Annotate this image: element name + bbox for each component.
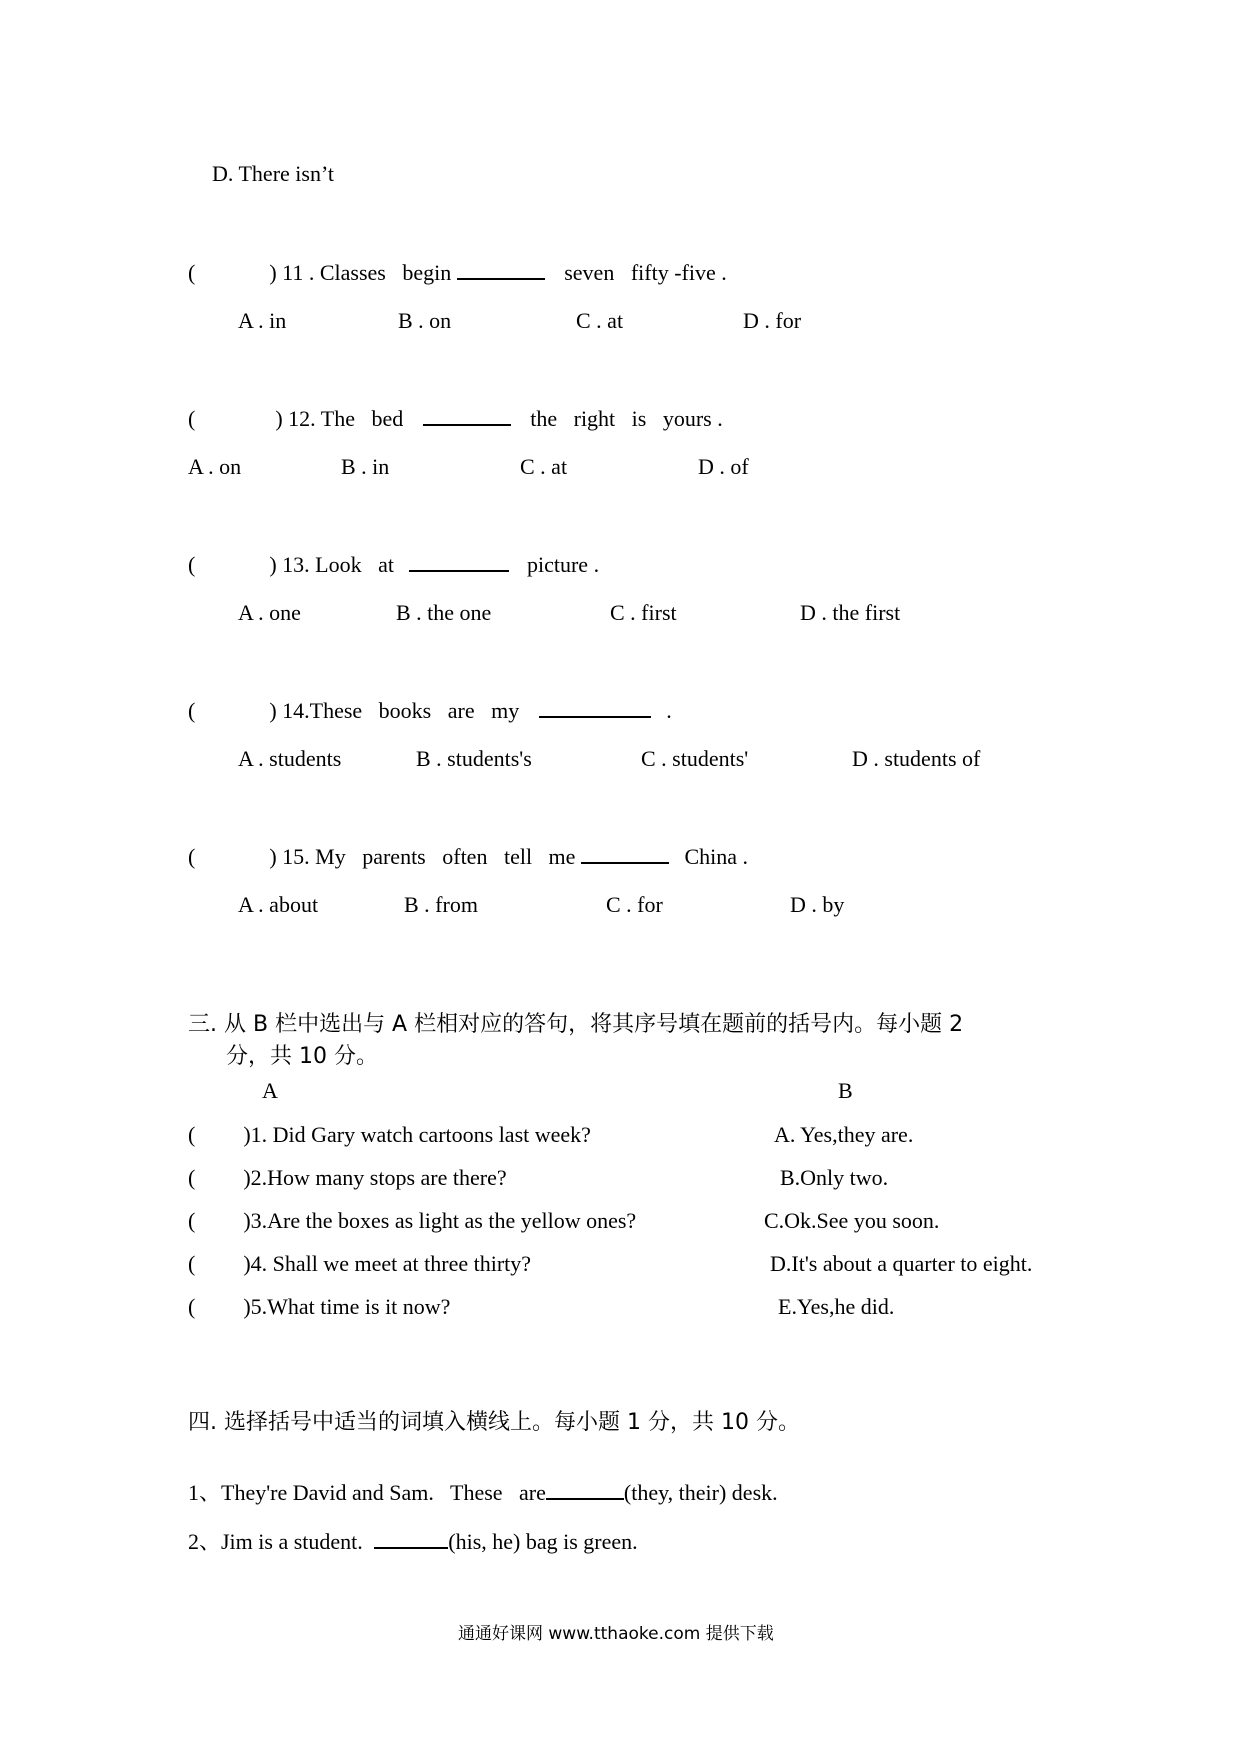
option-d: D . for <box>743 308 802 333</box>
answer-b-5: E.Yes,he did. <box>778 1294 895 1319</box>
answer-paren: ( <box>188 698 196 723</box>
question-text-after: China . <box>684 844 748 869</box>
answer-paren: ( <box>188 1122 196 1147</box>
section-4-title: 四. 选择括号中适当的词填入横线上。每小题 1 分，共 10 分。 <box>188 1410 800 1435</box>
question-text-before: Classes begin <box>319 260 452 285</box>
question-11 <box>188 260 727 286</box>
option-a: A . one <box>238 600 301 625</box>
matching-row-3 <box>188 1208 636 1234</box>
option-c: C . at <box>520 454 568 479</box>
answer-blank[interactable] <box>539 698 651 718</box>
question-text-after: . <box>666 698 672 723</box>
option-a: A . in <box>238 308 287 333</box>
option-b: B . in <box>341 454 390 479</box>
option-b: B . from <box>404 892 478 917</box>
option-c: C . at <box>576 308 624 333</box>
question-12 <box>188 406 723 432</box>
item-text-before: 2、Jim is a student. <box>188 1529 363 1554</box>
option-c: C . first <box>610 600 677 625</box>
answer-paren: ( <box>188 260 196 285</box>
option-b: B . students's <box>416 746 532 771</box>
fill-item-1 <box>188 1480 778 1506</box>
item-text-after: (his, he) bag is green. <box>448 1529 638 1554</box>
option-d: D . of <box>698 454 749 479</box>
section-3-title: 三. 从 B 栏中选出与 A 栏相对应的答句，将其序号填在题前的括号内。每小题 2 <box>188 1012 964 1037</box>
question-15 <box>188 844 748 870</box>
item-text-after: (they, their) desk. <box>623 1480 778 1505</box>
option-a: A . about <box>238 892 319 917</box>
option-c: C . students' <box>641 746 749 771</box>
question-a: )3.Are the boxes as light as the yellow ones? <box>243 1208 637 1233</box>
question-text-before: The bed <box>320 406 404 431</box>
answer-paren: ( <box>188 406 196 431</box>
answer-blank[interactable] <box>581 844 669 864</box>
item-text-before: 1、They're David and Sam. These are <box>188 1480 546 1505</box>
question-a: )1. Did Gary watch cartoons last week? <box>243 1122 591 1147</box>
answer-paren: ( <box>188 552 196 577</box>
question-number: ) 11 . <box>269 260 315 285</box>
answer-blank[interactable] <box>457 260 545 280</box>
option-b: B . the one <box>396 600 492 625</box>
question-number: ) 14. <box>269 698 310 723</box>
section-3-title-continued: 分，共 10 分。 <box>226 1044 378 1069</box>
question-text-after: the right is yours . <box>530 406 723 431</box>
matching-row-2 <box>188 1165 507 1191</box>
matching-row-1 <box>188 1122 591 1148</box>
option-d: D . the first <box>800 600 901 625</box>
answer-paren: ( <box>188 1165 196 1190</box>
question-text-before: My parents often tell me <box>315 844 576 869</box>
option-c: C . for <box>606 892 663 917</box>
answer-paren: ( <box>188 844 196 869</box>
answer-b-1: A. Yes,they are. <box>774 1122 914 1147</box>
answer-blank[interactable] <box>374 1529 448 1549</box>
question-number: ) 13. <box>269 552 310 577</box>
question-a: )5.What time is it now? <box>243 1294 451 1319</box>
leading-option: D. There isn’t <box>212 161 334 186</box>
question-a: )4. Shall we meet at three thirty? <box>243 1251 532 1276</box>
question-a: )2.How many stops are there? <box>243 1165 507 1190</box>
option-a: A . students <box>238 746 342 771</box>
question-number: ) 12. <box>275 406 316 431</box>
question-text-before: Look at <box>315 552 394 577</box>
answer-paren: ( <box>188 1208 196 1233</box>
option-b: B . on <box>398 308 452 333</box>
option-d: D . by <box>790 892 845 917</box>
answer-b-3: C.Ok.See you soon. <box>764 1208 940 1233</box>
question-13 <box>188 552 599 578</box>
question-14 <box>188 698 672 724</box>
option-d: D . students of <box>852 746 981 771</box>
question-text-after: seven fifty -five . <box>564 260 727 285</box>
answer-b-2: B.Only two. <box>780 1165 889 1190</box>
option-a: A . on <box>188 454 242 479</box>
matching-row-5 <box>188 1294 450 1320</box>
column-b-header: B <box>838 1078 853 1103</box>
question-text-before: These books are my <box>309 698 520 723</box>
question-number: ) 15. <box>269 844 310 869</box>
answer-paren: ( <box>188 1251 196 1276</box>
fill-item-2 <box>188 1529 638 1555</box>
answer-blank[interactable] <box>546 1480 624 1500</box>
answer-b-4: D.It's about a quarter to eight. <box>770 1251 1033 1276</box>
answer-blank[interactable] <box>423 406 511 426</box>
answer-paren: ( <box>188 1294 196 1319</box>
question-text-after: picture . <box>526 552 600 577</box>
answer-blank[interactable] <box>409 552 509 572</box>
page-footer: 通通好课网 www.tthaoke.com 提供下载 <box>458 1624 774 1644</box>
column-a-header: A <box>262 1078 278 1103</box>
matching-row-4 <box>188 1251 531 1277</box>
